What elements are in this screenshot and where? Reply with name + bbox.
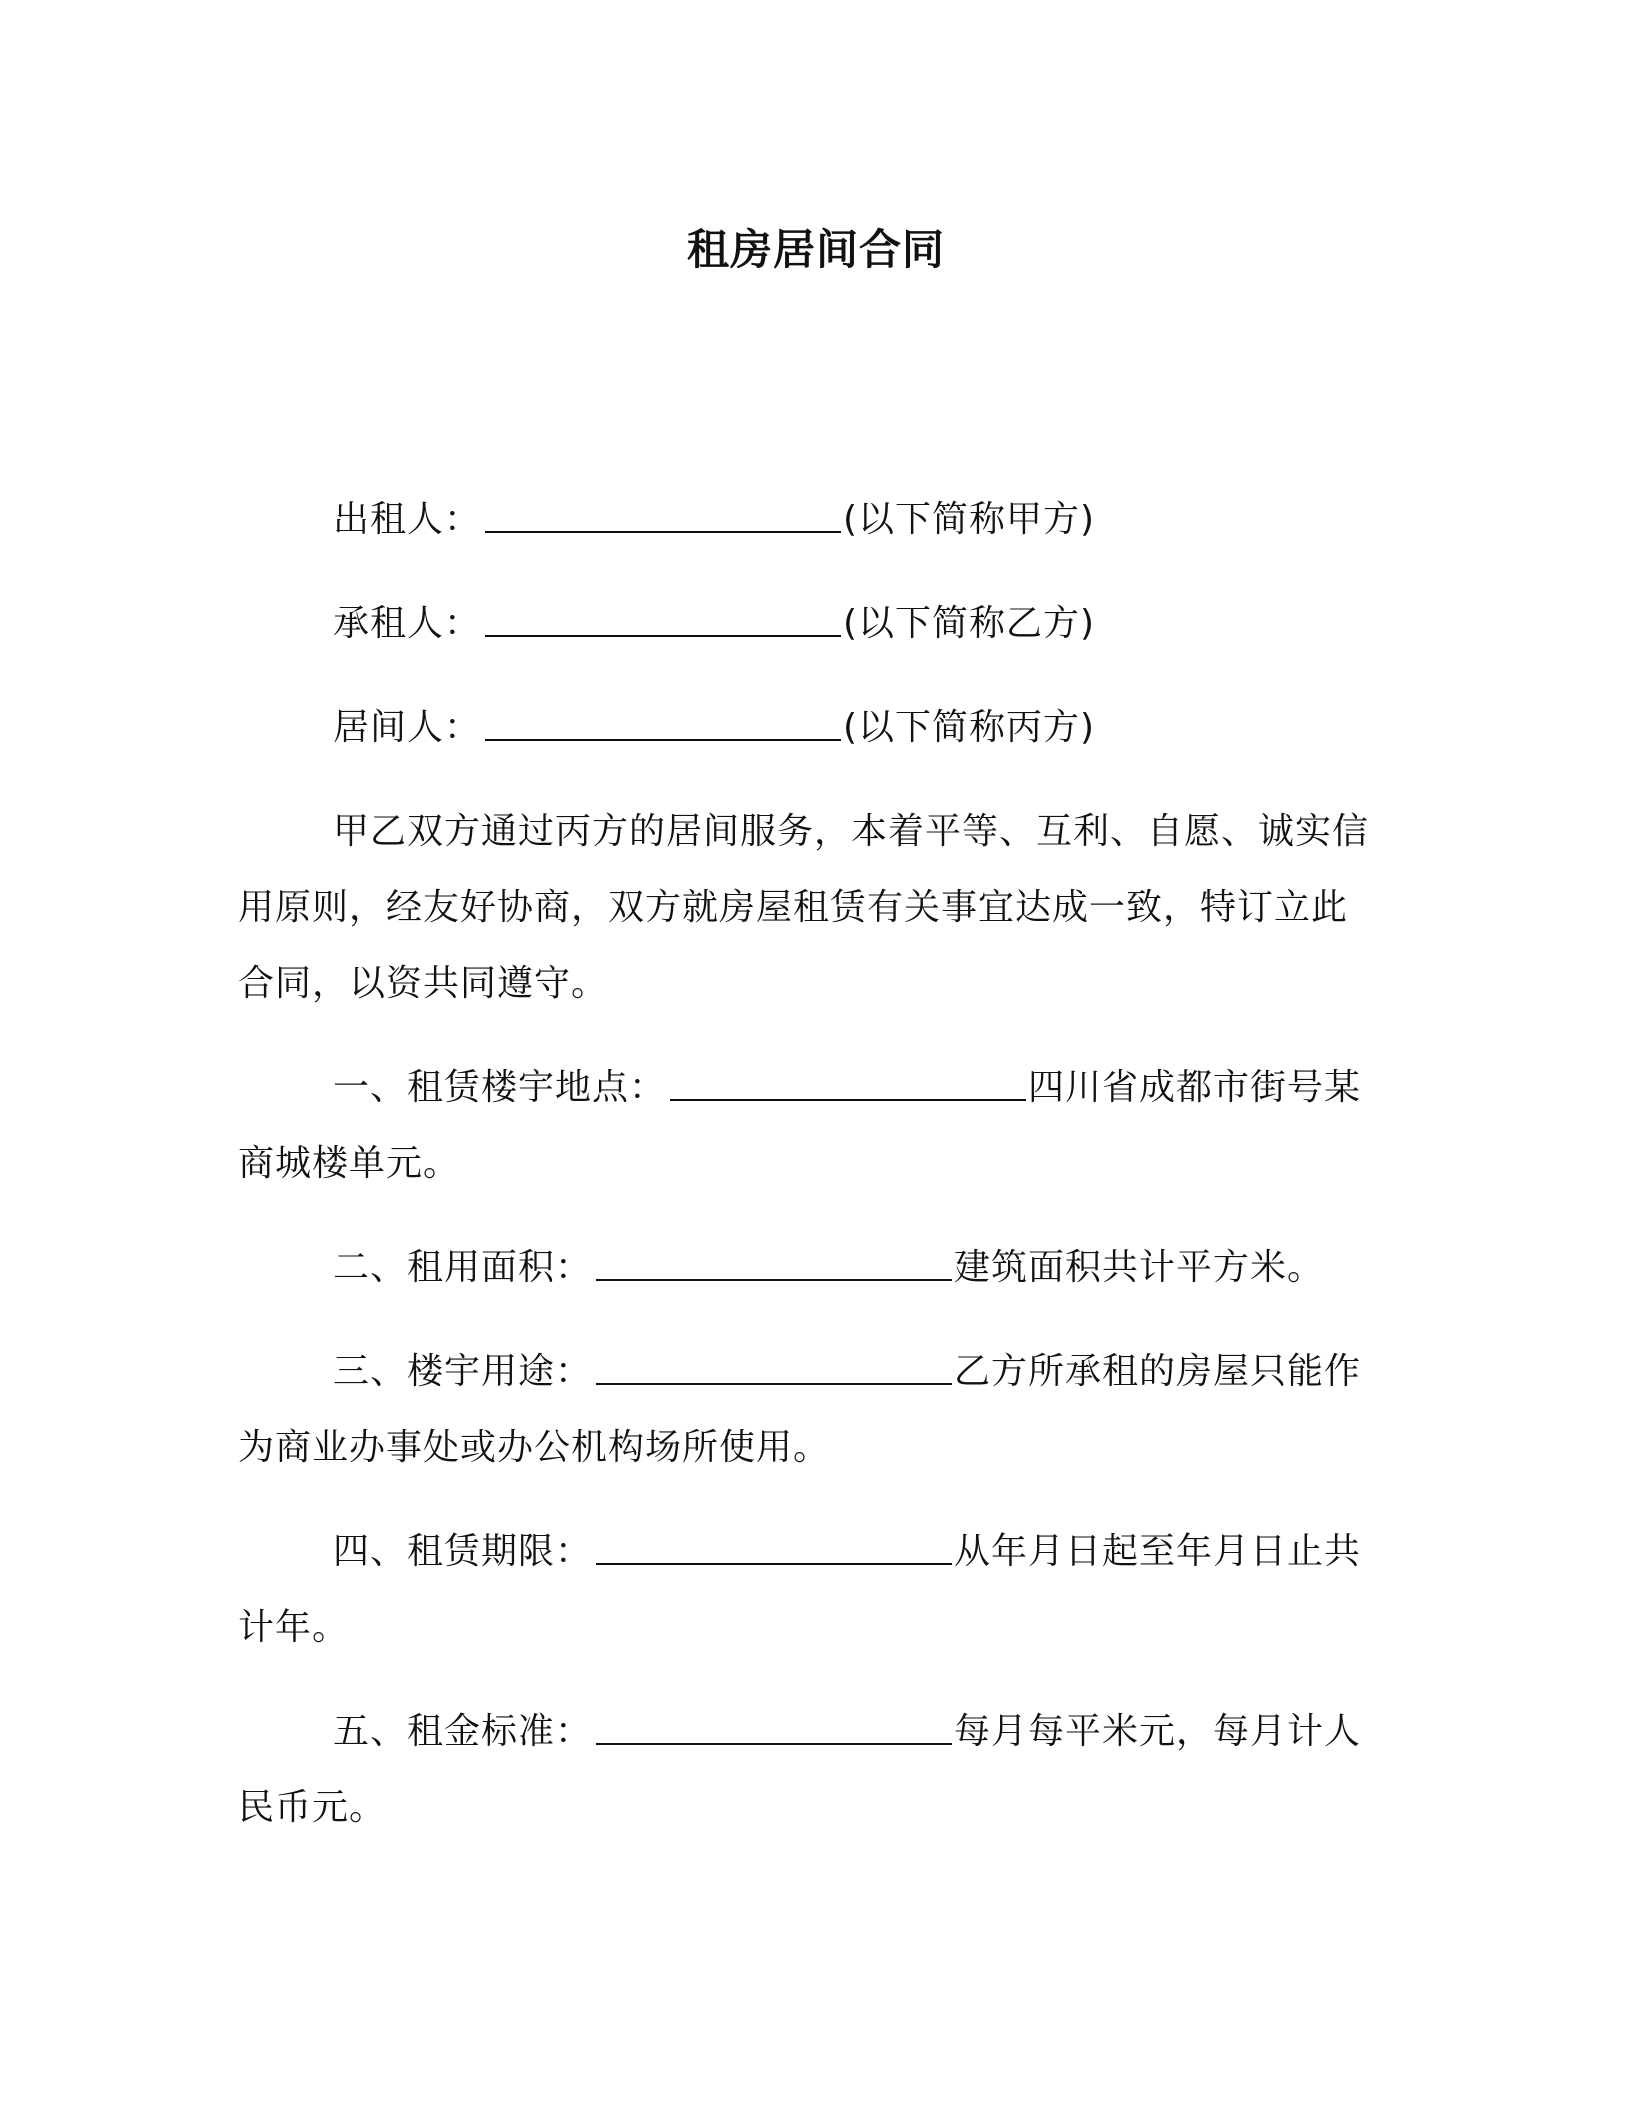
fill-in-blank[interactable] (596, 1533, 952, 1565)
clause-text: 建筑面积共计平方米。 (954, 1247, 1325, 1288)
clause-location (333, 1064, 1361, 1112)
clause-text: 每月每平米元，每月计人 (954, 1711, 1362, 1752)
clause-usage (333, 1348, 1361, 1396)
fill-in-blank[interactable] (670, 1069, 1026, 1101)
clause-area (333, 1244, 1324, 1292)
fill-in-blank[interactable] (596, 1713, 952, 1745)
party-label: 居间人： (333, 707, 482, 748)
clause-text: 乙方所承租的房屋只能作 (954, 1351, 1362, 1392)
clause-label: 一、租赁楼宇地点： (333, 1067, 667, 1108)
clause-continuation: 计年。 (238, 1607, 350, 1648)
party-lessee (333, 600, 1095, 648)
fill-in-blank[interactable] (485, 605, 841, 637)
fill-in-blank[interactable] (596, 1249, 952, 1281)
clause-label: 四、租赁期限： (333, 1531, 593, 1572)
party-intermediary (333, 704, 1095, 752)
clause-label: 五、租金标准： (333, 1711, 593, 1752)
clause-label: 三、楼宇用途： (333, 1351, 593, 1392)
party-suffix: (以下简称丙方) (843, 707, 1096, 748)
party-suffix: (以下简称乙方) (843, 603, 1096, 644)
preamble-line: 合同，以资共同遵守。 (238, 963, 609, 1004)
fill-in-blank[interactable] (485, 501, 841, 533)
party-label: 承租人： (333, 603, 482, 644)
party-lessor (333, 496, 1095, 544)
clause-label: 二、租用面积： (333, 1247, 593, 1288)
party-label: 出租人： (333, 499, 482, 540)
party-suffix: (以下简称甲方) (843, 499, 1096, 540)
fill-in-blank[interactable] (485, 709, 841, 741)
preamble-line: 甲乙双方通过丙方的居间服务，本着平等、互利、自愿、诚实信 (333, 811, 1370, 852)
clause-continuation: 民币元。 (238, 1787, 387, 1828)
clause-term (333, 1528, 1361, 1576)
clause-continuation: 商城楼单元。 (238, 1143, 461, 1184)
clause-continuation: 为商业办事处或办公机构场所使用。 (238, 1427, 831, 1468)
clause-text: 从年月日起至年月日止共 (954, 1531, 1362, 1572)
clause-rent (333, 1708, 1361, 1756)
fill-in-blank[interactable] (596, 1353, 952, 1385)
preamble-line: 用原则，经友好协商，双方就房屋租赁有关事宜达成一致，特订立此 (238, 887, 1349, 928)
clause-text: 四川省成都市街号某 (1028, 1067, 1362, 1108)
page-title: 租房居间合同 (686, 225, 945, 274)
